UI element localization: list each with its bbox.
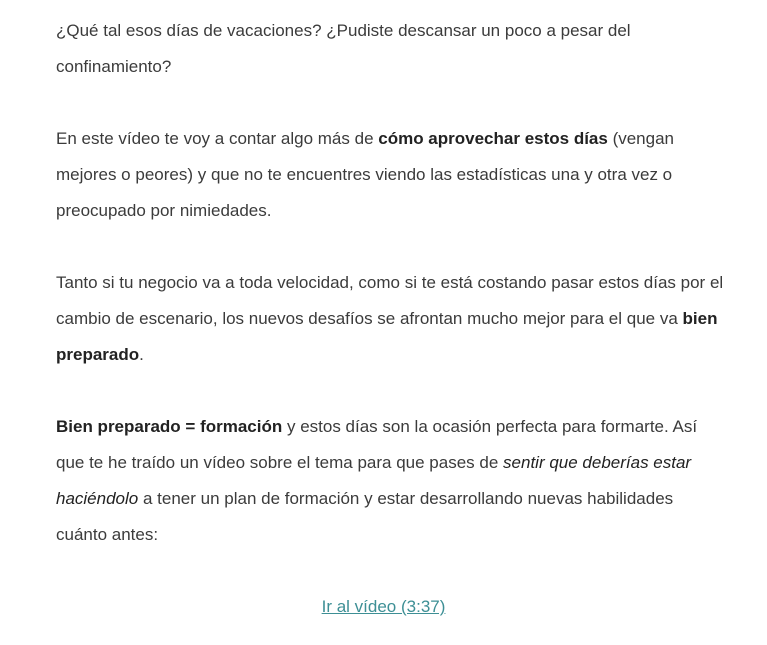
paragraph-preparation-text-end: . — [139, 345, 144, 364]
paragraph-preparation-text-start: Tanto si tu negocio va a toda velocidad, como si te está costando pasar estos días por el cambio de escenario, los nuevos desafíos se afrontan mucho mejor para el que va — [56, 273, 724, 328]
paragraph-intro-bold: cómo aprovechar estos días — [378, 129, 608, 148]
paragraph-training-text-end: a tener un plan de formación y estar desarrollando nuevas habilidades cuánto antes: — [56, 489, 674, 544]
paragraph-training-text-middle: y estos días son la ocasión perfecta para formarte. Así que te he traído un vídeo sobre el tema para que pases de — [56, 417, 698, 472]
email-body — [56, 13, 726, 553]
video-link-container — [0, 589, 767, 625]
paragraph-training-italic: sentir que deberías estar haciéndolo — [56, 453, 692, 508]
paragraph-training — [56, 409, 726, 553]
paragraph-preparation — [56, 265, 726, 373]
paragraph-training-bold: Bien preparado = formación — [56, 417, 283, 436]
paragraph-intro-text-end: (vengan mejores o peores) y que no te encuentres viendo las estadísticas una y otra vez o preocupado por nimiedades. — [56, 129, 675, 220]
video-link[interactable]: Ir al vídeo (3:37) — [321, 597, 446, 616]
paragraph-greeting: ¿Qué tal esos días de vacaciones? ¿Pudiste descansar un poco a pesar del confinamiento? — [56, 21, 631, 76]
paragraph-intro-text-start: En este vídeo te voy a contar algo más de — [56, 129, 379, 148]
paragraph-intro — [56, 121, 726, 229]
paragraph-preparation-bold: bien preparado — [56, 309, 718, 364]
